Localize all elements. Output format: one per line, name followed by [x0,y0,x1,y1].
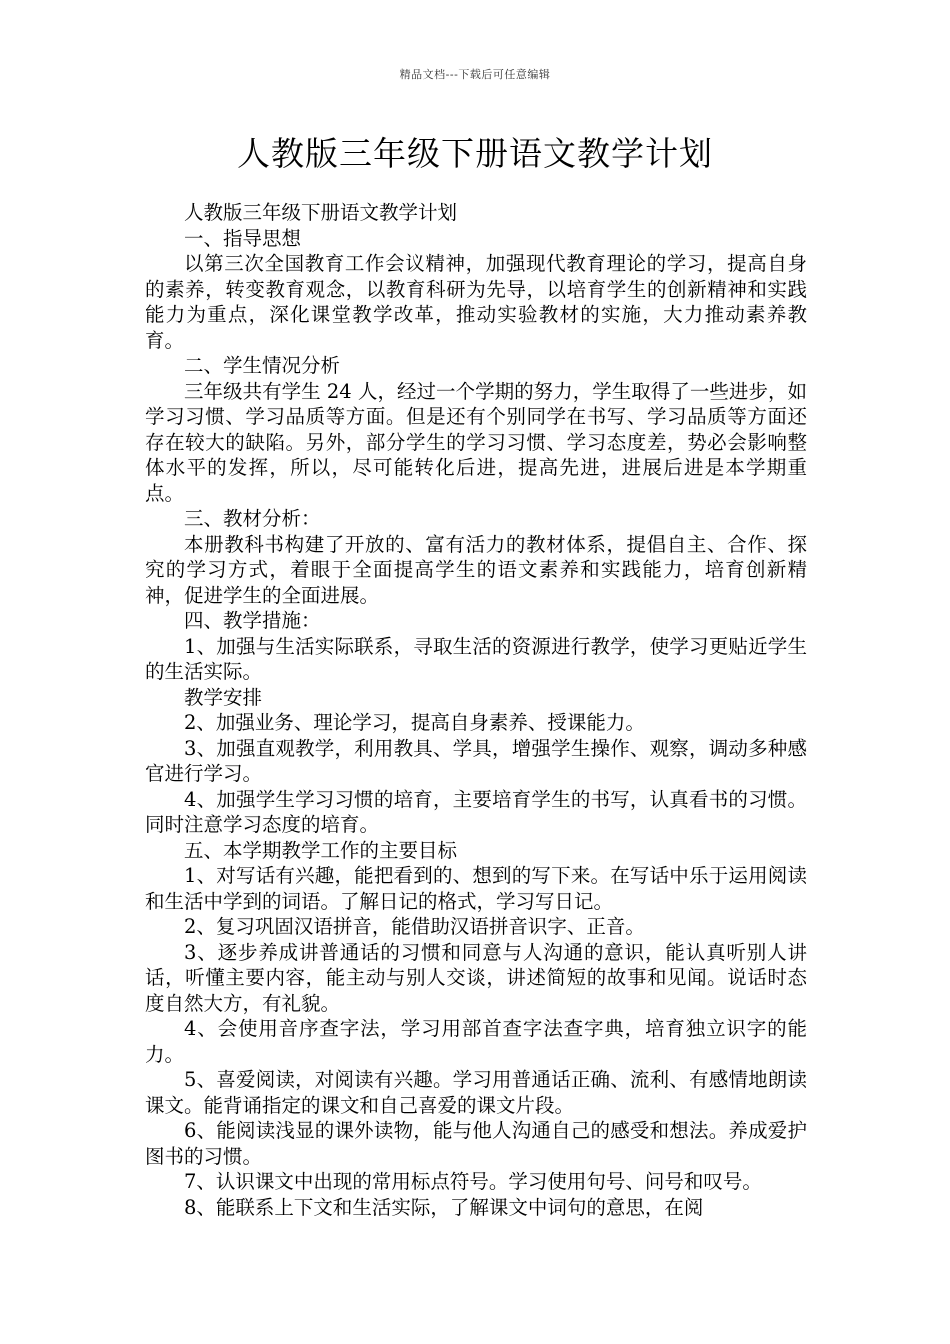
paragraph: 本册教科书构建了开放的、富有活力的教材体系，提倡自主、合作、探究的学习方式，着眼于全面提高学生的语文素养和实践能力，培育创新精神，促进学生的全面进展。 [145,532,807,607]
heading-teaching-measures: 四、教学措施： [184,609,321,632]
heading-textbook-analysis: 三、教材分析： [184,507,321,530]
heading-guiding-ideology: 一、指导思想 [184,226,302,250]
document-title: 人教版三年级下册语文教学计划 [237,134,713,173]
list-item: 1、加强与生活实际联系，寻取生活的资源进行教学，使学习更贴近学生的生活实际。 [145,634,807,683]
list-item: 4、会使用音序查字法，学习用部首查字法查字典，培育独立识字的能力。 [145,1017,807,1066]
list-item: 5、喜爱阅读，对阅读有兴趣。学习用普通话正确、流利、有感情地朗读课文。能背诵指定的课文和自己喜爱的课文片段。 [145,1068,807,1117]
header-note: 精品文档---下载后可任意编辑 [399,68,551,81]
list-item: 3、加强直观教学，利用教具、学具，增强学生操作、观察，调动多种感官进行学习。 [145,736,807,785]
list-item: 6、能阅读浅显的课外读物，能与他人沟通自己的感受和想法。养成爱护图书的习惯。 [145,1119,807,1168]
heading-student-analysis: 二、学生情况分析 [184,354,341,377]
list-item: 8、能联系上下文和生活实际，了解课文中词句的意思，在阅 [184,1195,704,1219]
list-item: 3、逐步养成讲普通话的习惯和同意与人沟通的意识，能认真听别人讲话，听懂主要内容，能主动与别人交谈，讲述简短的故事和见闻。说话时态度自然大方，有礼貌。 [145,940,807,1015]
list-item: 4、加强学生学习习惯的培育，主要培育学生的书写，认真看书的习惯。同时注意学习态度的培育。 [145,787,807,836]
list-item: 7、认识课文中出现的常用标点符号。学习使用句号、问号和叹号。 [184,1170,762,1193]
document-body [145,200,807,1220]
paragraph: 以第三次全国教育工作会议精神，加强现代教育理论的学习，提高自身的素养，转变教育观念，以教育科研为先导，以培育学生的创新精神和实践能力为重点，深化课堂教学改革，推动实验教材的实施，大力推动素养教育。 [145,252,807,352]
heading-teaching-arrangement: 教学安排 [184,685,263,709]
paragraph: 三年级共有学生 24 人，经过一个学期的努力，学生取得了一些进步，如学习习惯、学习品质等方面。但是还有个别同学在书写、学习品质等方面还存在较大的缺陷。另外，部分学生的学习习惯、学习态度差，势必会影响整体水平的发挥，所以，尽可能转化后进，提高先进，进展后进是本学期重点。 [145,379,807,505]
list-item: 2、加强业务、理论学习，提高自身素养、授课能力。 [184,711,645,734]
list-item: 2、复习巩固汉语拼音，能借助汉语拼音识字、正音。 [184,915,645,938]
heading-semester-goals: 五、本学期教学工作的主要目标 [184,838,458,862]
paragraph-doc-subtitle: 人教版三年级下册语文教学计划 [184,201,458,224]
list-item: 1、对写话有兴趣，能把看到的、想到的写下来。在写话中乐于运用阅读和生活中学到的词语。了解日记的格式，学习写日记。 [145,864,807,913]
